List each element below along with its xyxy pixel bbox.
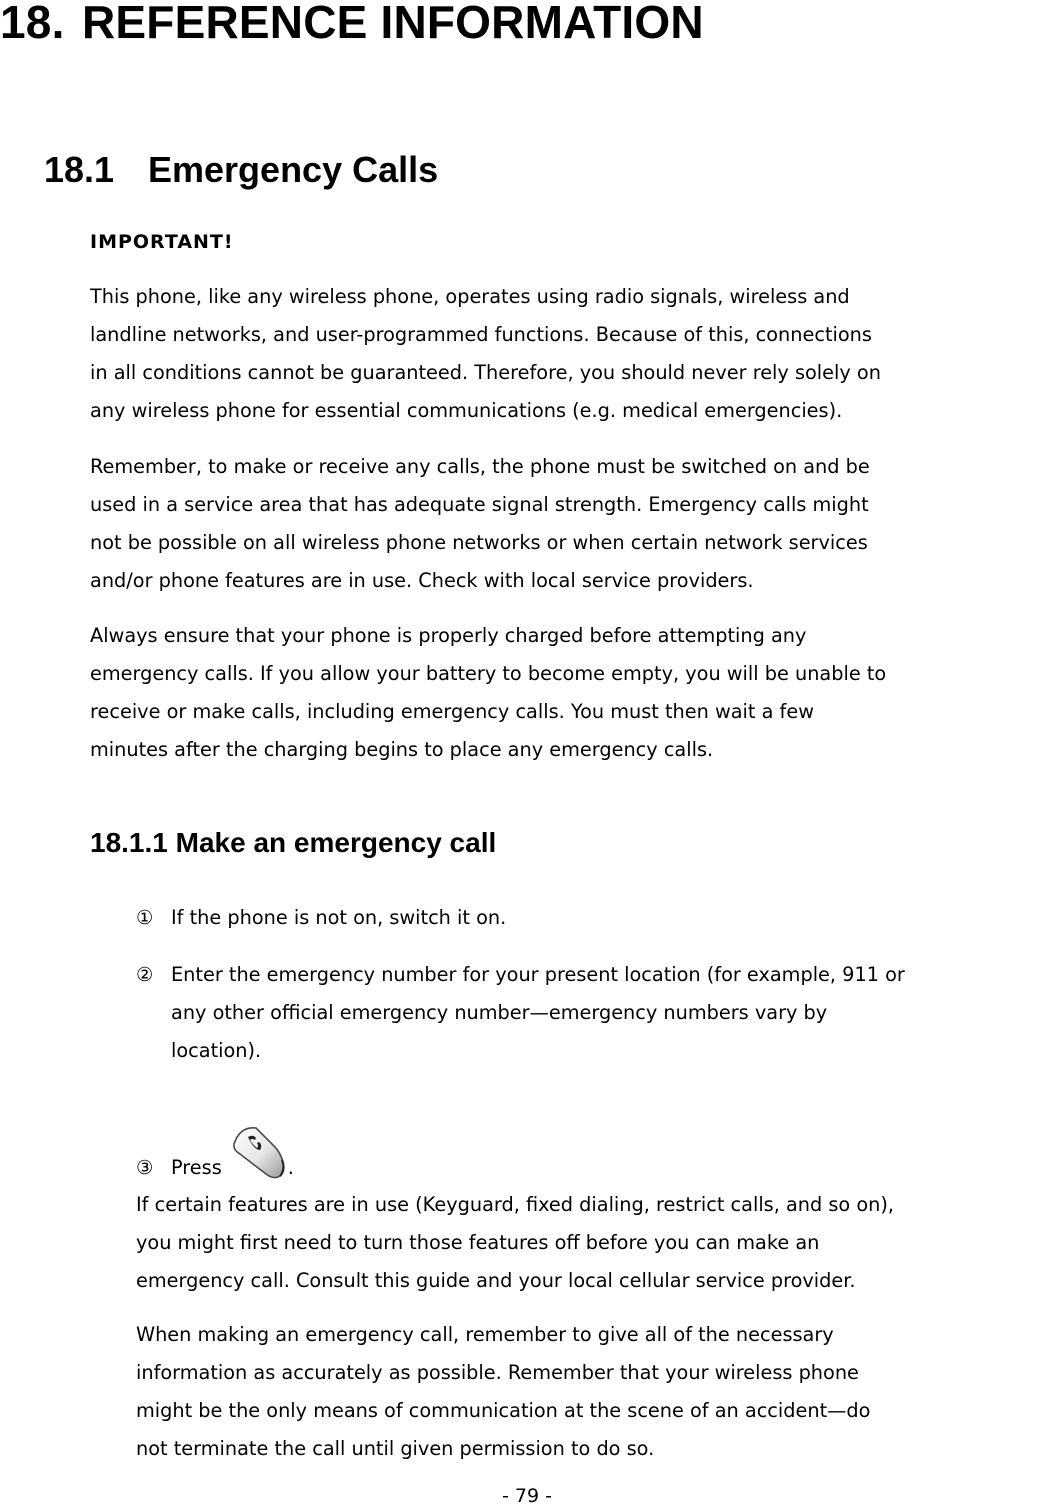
- text-line: emergency call. Consult this guide and your local cellular service provider.: [136, 1269, 856, 1292]
- page-number: - 79 -: [502, 1485, 552, 1507]
- text-line: information as accurately as possible. Remember that your wireless phone: [136, 1361, 859, 1384]
- text-line: and/or phone features are in use. Check with local service providers.: [90, 569, 754, 592]
- paragraph: [90, 448, 1052, 600]
- step-text: Press: [171, 1156, 222, 1179]
- step-text: Enter the emergency number for your present location (for example, 911 or: [171, 963, 905, 986]
- section-heading: [44, 146, 438, 194]
- chapter-number: 18.: [0, 0, 65, 48]
- subsection-heading: 18.1.1 Make an emergency call: [90, 827, 497, 858]
- step-marker: ③: [136, 1156, 154, 1179]
- text-line: you might first need to turn those features off before you can make an: [136, 1231, 820, 1254]
- note-paragraph: [136, 1186, 1054, 1300]
- section-number: 18.1: [44, 149, 115, 190]
- step-text: If the phone is not on, switch it on.: [171, 906, 507, 929]
- text-line: minutes after the charging begins to place any emergency calls.: [90, 738, 714, 761]
- text-line: not be possible on all wireless phone networks or when certain network services: [90, 531, 868, 554]
- text-line: When making an emergency call, remember to give all of the necessary: [136, 1323, 834, 1346]
- text-line: receive or make calls, including emergency calls. You must then wait a few: [90, 700, 814, 723]
- text-line: used in a service area that has adequate signal strength. Emergency calls might: [90, 493, 869, 516]
- text-line: emergency calls. If you allow your battery to become empty, you will be unable to: [90, 662, 887, 685]
- section-title: Emergency Calls: [148, 149, 439, 190]
- step-item: [136, 1124, 1052, 1179]
- text-line: This phone, like any wireless phone, operates using radio signals, wireless and: [90, 285, 850, 308]
- chapter-heading: [0, 0, 704, 50]
- text-line: not terminate the call until given permission to do so.: [136, 1437, 655, 1460]
- paragraph: [90, 617, 1052, 769]
- text-line: Remember, to make or receive any calls, the phone must be switched on and be: [90, 455, 870, 478]
- text-line: landline networks, and user-programmed functions. Because of this, connections: [90, 323, 872, 346]
- step-suffix: .: [287, 1156, 294, 1179]
- text-line: If certain features are in use (Keyguard, fixed dialing, restrict calls, and so on),: [136, 1193, 895, 1216]
- text-line: Always ensure that your phone is properly charged before attempting any: [90, 624, 807, 647]
- step-text: location).: [171, 1039, 262, 1062]
- text-line: might be the only means of communication at the scene of an accident—do: [136, 1399, 871, 1422]
- text-line: any wireless phone for essential communications (e.g. medical emergencies).: [90, 399, 843, 422]
- step-item: [136, 956, 1052, 1070]
- text-line: in all conditions cannot be guaranteed. Therefore, you should never rely solely on: [90, 361, 881, 384]
- paragraph: [90, 278, 1052, 430]
- send-call-key-icon: [230, 1124, 288, 1182]
- chapter-title: REFERENCE INFORMATION: [82, 0, 704, 48]
- step-item: [136, 899, 1052, 937]
- step-marker: ①: [136, 906, 154, 929]
- important-label: IMPORTANT!: [90, 231, 234, 253]
- step-text: any other official emergency number—emergency numbers vary by: [171, 1001, 828, 1024]
- note-paragraph: [136, 1316, 1054, 1468]
- step-marker: ②: [136, 963, 154, 986]
